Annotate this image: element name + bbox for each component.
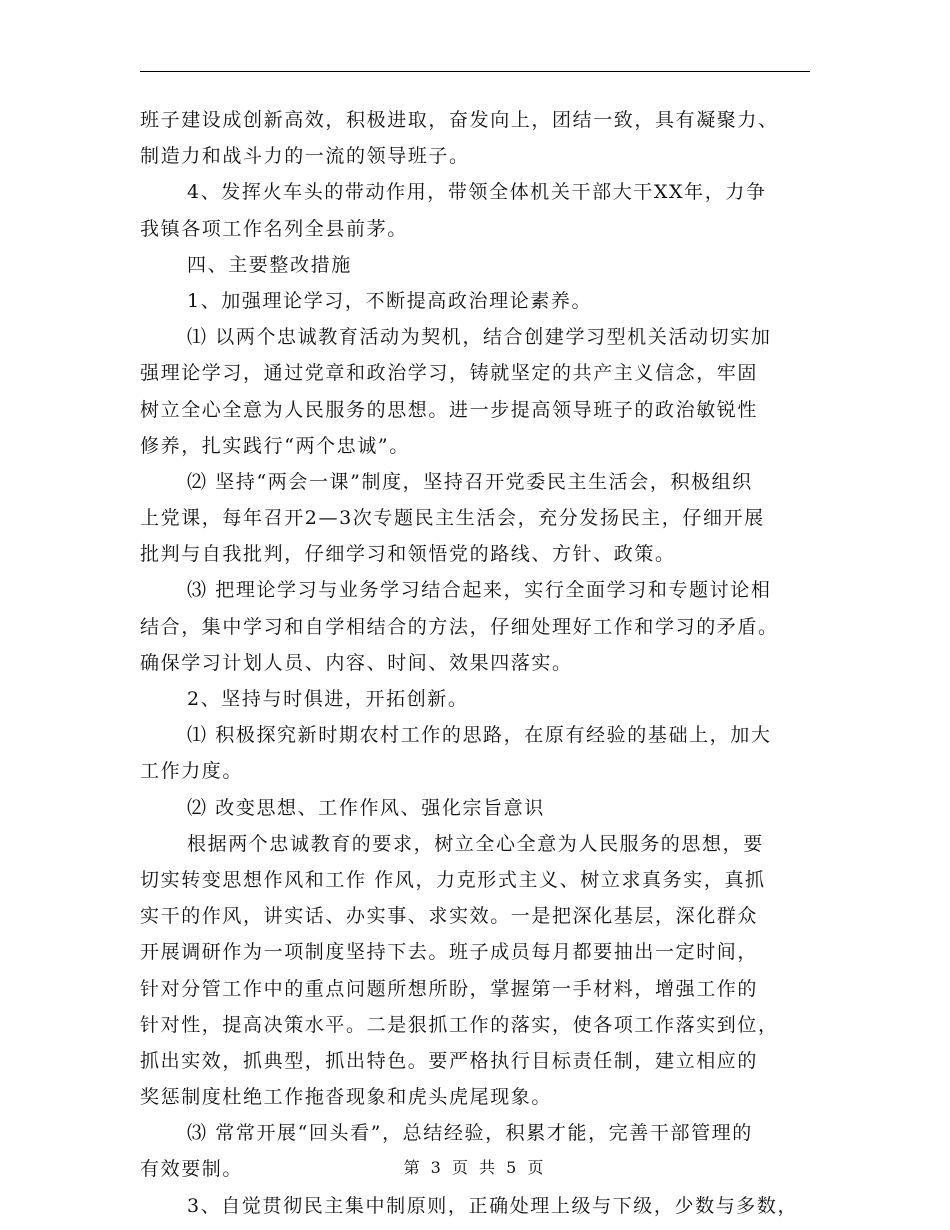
text-line: 实干的作风，讲实话、办实事、求实效。一是把深化基层，深化群众 bbox=[140, 905, 759, 928]
text-line: 有效要制。 bbox=[140, 1158, 244, 1181]
text-line: 3、自觉贯彻民主集中制原则，正确处理上级与下级，少数与多数， bbox=[187, 1194, 799, 1217]
text-line: 切实转变思想作风和工作 作风，力克形式主义、树立求真务实，真抓 bbox=[140, 868, 766, 891]
text-line: 确保学习计划人员、内容、时间、效果四落实。 bbox=[140, 651, 573, 674]
text-line: ⑴ 以两个忠诚教育活动为契机，结合创建学习型机关活动切实加 bbox=[187, 326, 772, 349]
text-line: 四、主要整改措施 bbox=[187, 253, 352, 276]
text-line: 我镇各项工作名列全县前茅。 bbox=[140, 217, 408, 240]
header-rule bbox=[140, 71, 810, 72]
text-line: 工作力度。 bbox=[140, 760, 244, 783]
text-line: 2、坚持与时俱进，开拓创新。 bbox=[187, 688, 469, 710]
text-line: 根据两个忠诚教育的要求，树立全心全意为人民服务的思想，要 bbox=[187, 832, 764, 855]
text-line: 班子建设成创新高效，积极进取，奋发向上，团结一致，具有凝聚力、 bbox=[140, 109, 779, 131]
text-line: ⑶ 常常开展“回头看”，总结经验，积累才能，完善干部管理的 bbox=[187, 1122, 753, 1145]
text-line: 抓出实效，抓典型，抓出特色。要严格执行目标责任制，建立相应的 bbox=[140, 1049, 759, 1072]
text-line: 上党课，每年召开2—3次专题民主生活会，充分发扬民主，仔细开展 bbox=[140, 507, 765, 530]
text-line: 修养，扎实践行“两个忠诚”。 bbox=[140, 434, 410, 457]
text-line: 4、发挥火车头的带动作用，带领全体机关干部大干XX年，力争 bbox=[187, 181, 767, 204]
text-line: 树立全心全意为人民服务的思想。进一步提高领导班子的政治敏锐性 bbox=[140, 398, 759, 421]
text-line: 针对性，提高决策水平。二是狠抓工作的落实，使各项工作落实到位， bbox=[140, 1013, 779, 1036]
document-body bbox=[140, 102, 820, 1224]
text-line: 强理论学习，通过党章和政治学习，铸就坚定的共产主义信念，牢固 bbox=[140, 362, 759, 385]
page-number-footer: 第 3 页 共 5 页 bbox=[403, 1158, 547, 1177]
text-line: ⑶ 把理论学习与业务学习结合起来，实行全面学习和专题讨论相 bbox=[187, 579, 772, 602]
text-line: 奖惩制度杜绝工作拖沓现象和虎头虎尾现象。 bbox=[140, 1086, 553, 1109]
text-line: 制造力和战斗力的一流的领导班子。 bbox=[140, 145, 470, 168]
text-line: ⑵ 坚持“两会一课”制度，坚持召开党委民主生活会，积极组织 bbox=[187, 470, 753, 493]
text-line: 针对分管工作中的重点问题所想所盼，掌握第一手材料，增强工作的 bbox=[140, 977, 759, 1000]
text-line: 批判与自我批判，仔细学习和领悟党的路线、方针、政策。 bbox=[140, 543, 676, 566]
text-line: 结合，集中学习和自学相结合的方法，仔细处理好工作和学习的矛盾。 bbox=[140, 615, 779, 638]
text-line: ⑵ 改变思想、工作作风、强化宗旨意识 bbox=[187, 796, 545, 819]
text-line: 开展调研作为一项制度坚持下去。班子成员每月都要抽出一定时间， bbox=[140, 941, 759, 964]
text-line: 1、加强理论学习，不断提高政治理论素养。 bbox=[187, 289, 593, 312]
text-line: ⑴ 积极探究新时期农村工作的思路，在原有经验的基础上，加大 bbox=[187, 724, 772, 747]
